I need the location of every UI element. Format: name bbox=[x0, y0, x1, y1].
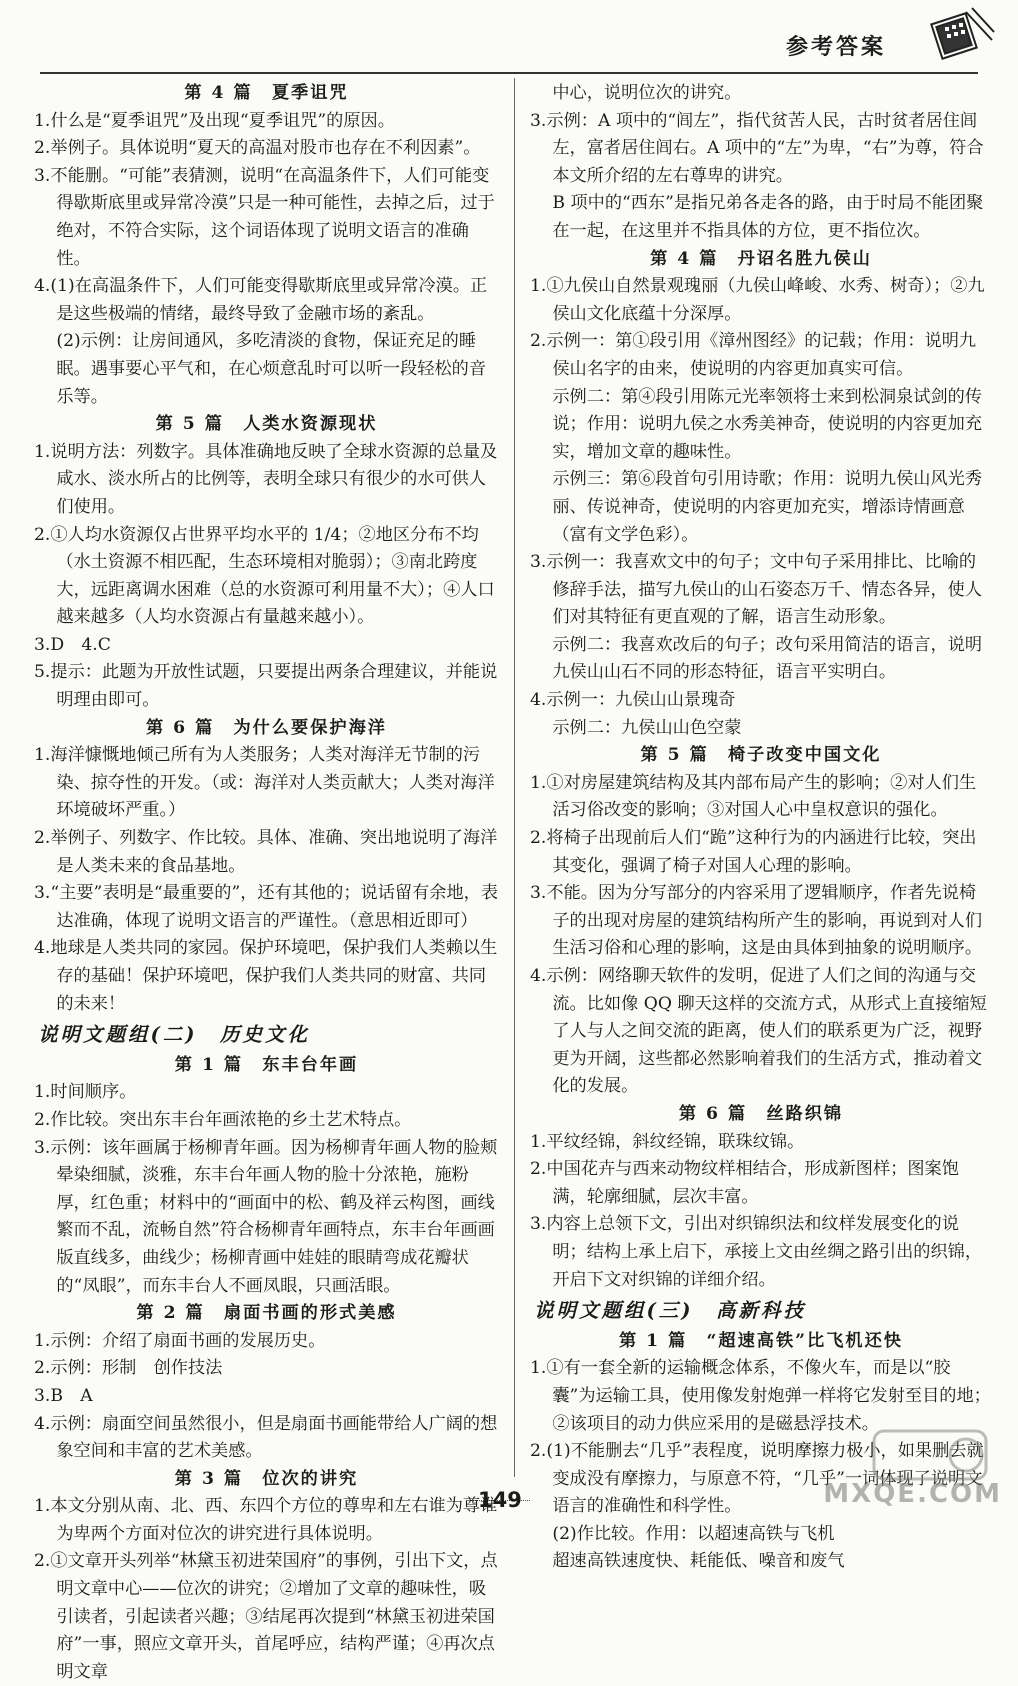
answer-subitem: 示例三：第⑥段首句引用诗歌；作用：说明九侯山风光秀丽、传说神奇，使说明的内容更加充实，增添诗情画意（富有文学色彩）。 bbox=[552, 469, 983, 545]
section-title: 第 6 篇 为什么要保护海洋 bbox=[146, 717, 387, 738]
answer-item: 2.示例：形制 创作技法 bbox=[34, 1358, 223, 1379]
answer-subitem: (2)示例：让房间通风，多吃清淡的食物，保证充足的睡眠。遇事要心平气和，在心烦意乱时可以听一段轻松的音乐等。 bbox=[56, 331, 487, 407]
section-title: 第 2 篇 扇面书画的形式美感 bbox=[136, 1303, 397, 1324]
answer-item: 1.①九侯山自然景观瑰丽（九侯山峰峻、水秀、树奇）；②九侯山文化底蕴十分深厚。 bbox=[530, 276, 985, 324]
answer-item: 2.中国花卉与西来动物纹样相结合，形成新图样；图案饱满，轮廓细腻，层次丰富。 bbox=[530, 1159, 959, 1207]
answer-item: 4.地球是人类共同的家园。保护环境吧，保护我们人类赖以生存的基础！保护环境吧，保护我们人类共同的财富、共同的未来！ bbox=[34, 938, 498, 1014]
group-title: 说明文题组(三) 高新科技 bbox=[534, 1299, 806, 1323]
answer-subitem: (2)作比较。作用：以超速高铁与飞机 bbox=[552, 1523, 835, 1544]
answer-item: 3.不能删。“可能”表猜测，说明“在高温条件下，人们可能变得歇斯底里或异常冷漠”只是一种可能性，去掉之后，过于绝对，不符合实际，这个词语体现了说明文语言的准确性。 bbox=[34, 165, 495, 269]
answer-item: 3.D 4.C bbox=[34, 634, 111, 655]
answer-item: 2.举例子、列数字、作比较。具体、准确、突出地说明了海洋是人类未来的食品基地。 bbox=[34, 828, 498, 876]
answer-item: 1.平纹经锦，斜纹经锦，联珠纹锦。 bbox=[530, 1131, 805, 1152]
answer-item: 2.将椅子出现前后人们“跪”这种行为的内涵进行比较，突出其变化，强调了椅子对国人心理的影响。 bbox=[530, 828, 977, 876]
answer-item: 3.不能。因为分写部分的内容采用了逻辑顺序，作者先说椅子的出现对房屋的建筑结构所产生的影响，再说到对人们生活习俗和心理的影响，这是由具体到抽象的说明顺序。 bbox=[530, 883, 983, 959]
page-number: 149 bbox=[478, 1488, 522, 1512]
book-pencil-icon bbox=[926, 2, 996, 66]
answer-item: 1.示例：介绍了扇面书画的发展历史。 bbox=[34, 1330, 326, 1351]
left-column bbox=[34, 80, 499, 1682]
answer-item: 4.(1)在高温条件下，人们可能变得歇斯底里或异常冷漠。正是这些极端的情绪，最终导致了金融市场的紊乱。 bbox=[34, 276, 488, 324]
answer-item: 1.本文分别从南、北、西、东四个方位的尊卑和左右谁为尊谁为卑两个方面对位次的讲究进行具体说明。 bbox=[34, 1496, 498, 1544]
answer-subitem: 示例二：九侯山山色空蒙 bbox=[552, 717, 742, 738]
answer-subitem: 示例二：第④段引用陈元光率领将士来到松洞泉试剑的传说；作用：说明九侯之水秀美神奇，使说明的内容更加充实，增加文章的趣味性。 bbox=[552, 386, 983, 462]
answer-subitem: 中心，说明位次的讲究。 bbox=[552, 83, 742, 103]
answer-item: 4.示例一：九侯山山景瑰奇 bbox=[530, 690, 736, 711]
answer-item: 5.提示：此题为开放性试题，只要提出两条合理建议，并能说明理由即可。 bbox=[34, 662, 498, 711]
page-header bbox=[40, 0, 978, 74]
answer-item: 3.示例：A 项中的“闾左”，指代贫苦人民，古时贫者居住闾左，富者居住闾右。A 项中的“左”为卑，“右”为尊，符合本文所介绍的左右尊卑的讲究。 bbox=[530, 110, 984, 186]
answer-item: 1.说明方法：列数字。具体准确地反映了全球水资源的总量及咸水、淡水所占的比例等，表明全球只有很少的水可供人们使用。 bbox=[34, 441, 498, 517]
answer-item: 1.①有一套全新的运输概念体系，不像火车，而是以“胶囊”为运输工具，使用像发射炮弹一样将它发射至目的地；②该项目的动力供应采用的是磁悬浮技术。 bbox=[530, 1358, 991, 1434]
column-divider bbox=[514, 78, 515, 1477]
answer-subitem: 超速高铁速度快、耗能低、噪音和废气 bbox=[552, 1551, 845, 1572]
section-title: 第 5 篇 人类水资源现状 bbox=[155, 414, 378, 435]
watermark-logo bbox=[805, 1427, 1010, 1515]
answer-item: 4.示例：扇面空间虽然很小，但是扇面书画能带给人广阔的想象空间和丰富的艺术美感。 bbox=[34, 1413, 498, 1462]
answer-item: 2.示例一：第①段引用《漳州图经》的记载；作用：说明九侯山名字的由来，使说明的内容更加真实可信。 bbox=[530, 331, 977, 379]
answer-item: 2.①人均水资源仅占世界平均水平的 1/4；②地区分布不均（水土资源不相匹配，生态环境相对脆弱）；③南北跨度大，远距离调水困难（总的水资源可利用量不大）；④人口越来越多（人均水资源占有量越来越小）。 bbox=[34, 524, 495, 628]
header-title: 参考答案 bbox=[785, 35, 886, 60]
answer-item: 3.内容上总领下文，引出对织锦织法和纹样发展变化的说明；结构上承上启下，承接上文由丝绸之路引出的织锦，开启下文对织锦的详细介绍。 bbox=[530, 1214, 983, 1290]
section-title: 第 4 篇 夏季诅咒 bbox=[184, 83, 349, 103]
answer-item: 2.举例子。具体说明“夏天的高温对股市也存在不利因素”。 bbox=[34, 138, 481, 159]
answer-item: 1.时间顺序。 bbox=[34, 1082, 137, 1103]
section-title: 第 3 篇 位次的讲究 bbox=[174, 1468, 359, 1489]
section-title: 第 6 篇 丝路织锦 bbox=[678, 1103, 844, 1124]
answer-item: 3.示例：该年画属于杨柳青年画。因为杨柳青年画人物的脸颊晕染细腻，淡雅，东丰台年画人物的脸十分浓艳，施粉厚，红色重；材料中的“画面中的松、鹤及祥云构图，画线繁而不乱，流畅自然”符合杨柳青年画特点，东丰台年画画版直线多，曲线少；杨柳青画中娃娃的眼睛弯成花瓣状的“凤眼”，而东丰台人不画凤眼，只画活眼。 bbox=[34, 1137, 498, 1296]
answer-item: 1.什么是“夏季诅咒”及出现“夏季诅咒”的原因。 bbox=[34, 110, 395, 131]
answer-subitem: 示例二：我喜欢改后的句子；改句采用简洁的语言，说明九侯山山石不同的形态特征，语言平实明白。 bbox=[552, 634, 983, 683]
group-title: 说明文题组(二) 历史文化 bbox=[38, 1023, 310, 1047]
watermark-text: MXQE.COM bbox=[823, 1479, 1002, 1509]
section-title: 第 5 篇 椅子改变中国文化 bbox=[640, 745, 882, 766]
section-title: 第 1 篇 “超速高铁”比飞机还快 bbox=[619, 1330, 903, 1351]
answer-item: 3.B A bbox=[34, 1385, 93, 1406]
answer-item: 1.①对房屋建筑结构及其内部布局产生的影响；②对人们生活习俗改变的影响；③对国人心中皇权意识的强化。 bbox=[530, 772, 977, 821]
section-title: 第 4 篇 丹诏名胜九侯山 bbox=[650, 248, 872, 269]
answer-subitem: B 项中的“西东”是指兄弟各走各的路，由于时局不能团聚在一起，在这里并不指具体的方位，更不指位次。 bbox=[552, 193, 984, 241]
answer-item: 4.示例：网络聊天软件的发明，促进了人们之间的沟通与交流。比如像 QQ 聊天这样的交流方式，从形式上直接缩短了人与人之间交流的距离，使人们的联系更为广泛，视野更为开阔，这些都必然影响着我们的生活方式，推动着文化的发展。 bbox=[530, 966, 987, 1097]
answer-item: 3.“主要”表明是“最重要的”，还有其他的；说话留有余地，表达准确，体现了说明文语言的严谨性。（意思相近即可） bbox=[34, 883, 499, 931]
answer-item: 2.作比较。突出东丰台年画浓艳的乡土艺术特点。 bbox=[34, 1109, 412, 1130]
answer-item: 3.示例一：我喜欢文中的句子；文中句子采用排比、比喻的修辞手法，描写九侯山的山石姿态万千、情态各异，使人们对其特征有更直观的了解，语言生动形象。 bbox=[530, 552, 983, 628]
answer-item: 2.①文章开头列举“林黛玉初进荣国府”的事例，引出下文，点明文章中心——位次的讲究；②增加了文章的趣味性，吸引读者，引起读者兴趣；③结尾再次提到“林黛玉初进荣国府”一事，照应文章开头，首尾呼应，结构严谨；④再次点明文章 bbox=[34, 1551, 498, 1682]
section-title: 第 1 篇 东丰台年画 bbox=[174, 1054, 359, 1075]
answer-item: 2.(1)不能删去“几乎”表程度，说明摩擦力极小，如果删去就变成没有摩擦力，与原意不符，“几乎”一词体现了说明文语言的准确性和科学性。 bbox=[530, 1441, 984, 1517]
watermark-seal-icon bbox=[870, 1427, 990, 1483]
answer-item: 1.海洋慷慨地倾己所有为人类服务；人类对海洋无节制的污染、掠夺性的开发。（或：海洋对人类贡献大；人类对海洋环境破坏严重。） bbox=[34, 745, 495, 821]
